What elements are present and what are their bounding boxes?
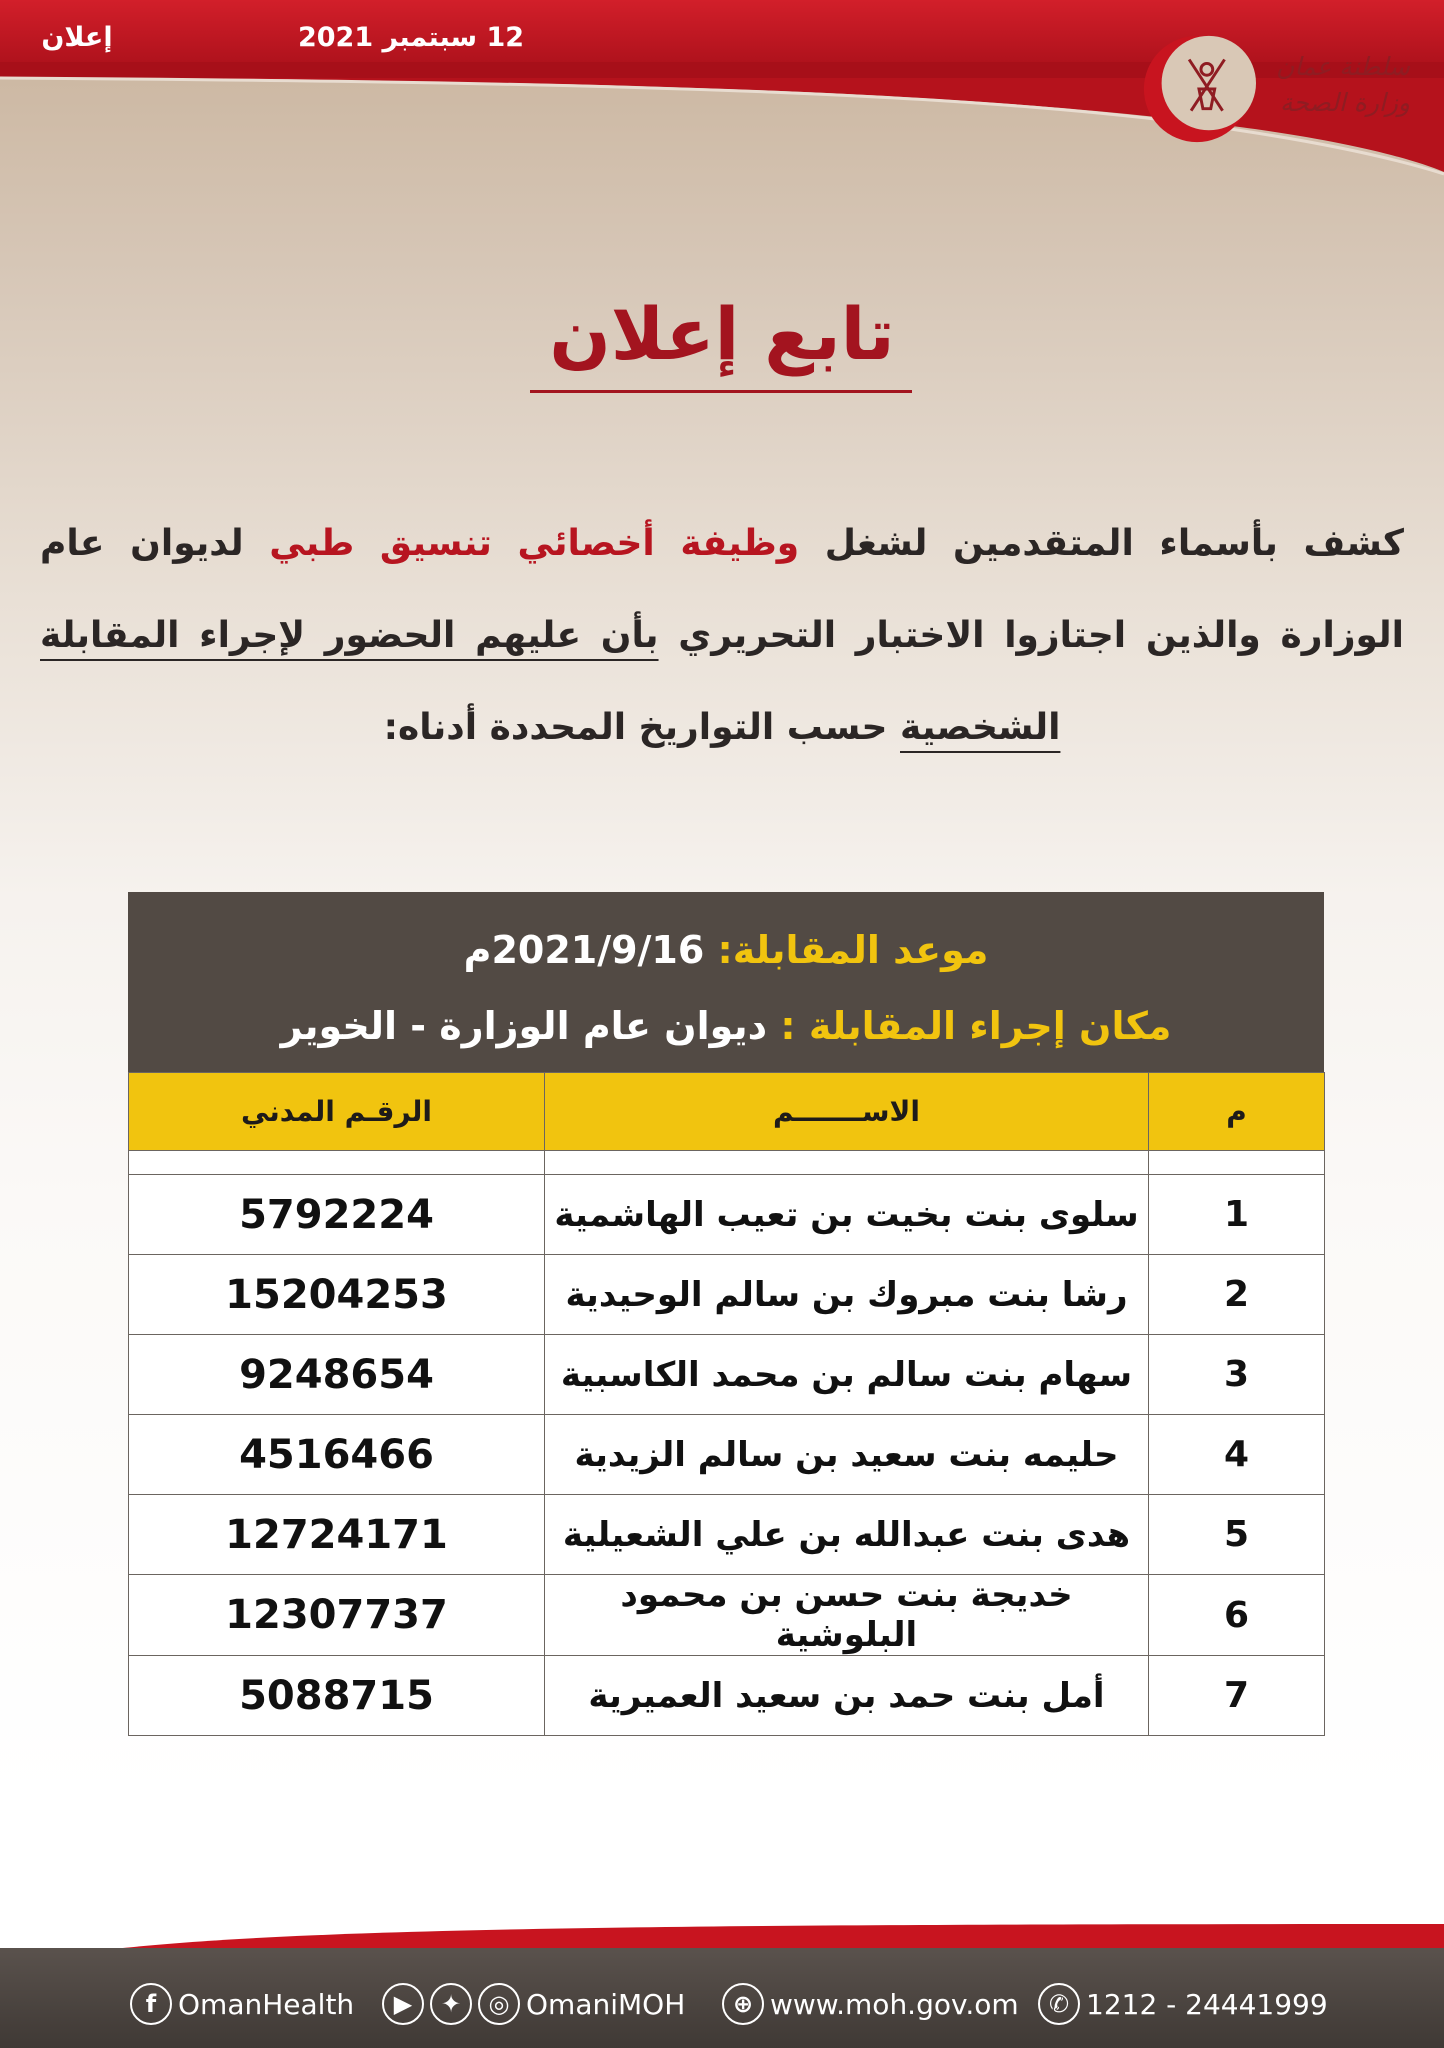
facebook-icon: f bbox=[130, 1983, 172, 2025]
civil-id-cell: 5088715 bbox=[129, 1656, 545, 1736]
interview-place-value: ديوان عام الوزارة - الخوير bbox=[280, 1004, 768, 1048]
table-row bbox=[129, 1656, 1325, 1736]
interview-date-label: موعد المقابلة: bbox=[717, 928, 989, 972]
globe-icon: ⊕ bbox=[722, 1983, 764, 2025]
civil-id-cell: 9248654 bbox=[129, 1335, 545, 1415]
row-index-cell: 1 bbox=[1149, 1175, 1325, 1255]
row-index-cell: 7 bbox=[1149, 1656, 1325, 1736]
issue-date: 12 سبتمبر 2021 bbox=[297, 22, 525, 53]
civil-id-cell: 5792224 bbox=[129, 1175, 545, 1255]
row-index-cell: 4 bbox=[1149, 1415, 1325, 1495]
table-row bbox=[129, 1495, 1325, 1575]
candidates-table bbox=[128, 1072, 1325, 1736]
footer-facebook[interactable] bbox=[130, 1982, 354, 2026]
spacer-cell bbox=[1149, 1151, 1325, 1175]
youtube-icon: ▶ bbox=[382, 1983, 424, 2025]
column-header-civil-id: الرقـم المدني bbox=[129, 1073, 545, 1151]
interview-place-line bbox=[128, 988, 1324, 1064]
civil-id-cell: 15204253 bbox=[129, 1255, 545, 1335]
spacer-cell bbox=[545, 1151, 1149, 1175]
row-index-cell: 3 bbox=[1149, 1335, 1325, 1415]
oman-emblem-icon bbox=[1138, 30, 1256, 148]
table-spacer-row bbox=[129, 1151, 1325, 1175]
interview-date-value: 2021/9/16م bbox=[463, 928, 705, 972]
title-underline bbox=[530, 390, 912, 393]
candidate-name-cell: هدى بنت عبدالله بن علي الشعيلية bbox=[545, 1495, 1149, 1575]
announcement-tag: إعلان bbox=[41, 22, 113, 53]
paragraph-part-2: لديوان عام الوزارة والذين اجتازوا الاختبار التحريري bbox=[40, 523, 1404, 656]
spacer-cell bbox=[129, 1151, 545, 1175]
candidate-name-cell: حليمه بنت سعيد بن سالم الزيدية bbox=[545, 1415, 1149, 1495]
candidates-table-body bbox=[129, 1151, 1325, 1736]
table-header-row bbox=[129, 1073, 1325, 1151]
instagram-icon: ◎ bbox=[478, 1983, 520, 2025]
table-row bbox=[129, 1175, 1325, 1255]
job-title: وظيفة أخصائي تنسيق طبي bbox=[269, 523, 800, 564]
announcement-paragraph bbox=[40, 498, 1404, 774]
candidate-name-cell: خديجة بنت حسن بن محمود البلوشية bbox=[545, 1575, 1149, 1656]
interview-place-label: مكان إجراء المقابلة : bbox=[780, 1004, 1172, 1048]
footer-social[interactable] bbox=[382, 1982, 685, 2026]
civil-id-cell: 12724171 bbox=[129, 1495, 545, 1575]
logo-text-sultanate: سلطنة عمان bbox=[1276, 52, 1410, 81]
civil-id-cell: 12307737 bbox=[129, 1575, 545, 1656]
interview-info-box bbox=[128, 892, 1324, 1072]
table-row bbox=[129, 1335, 1325, 1415]
facebook-handle: OmanHealth bbox=[178, 1987, 355, 2021]
row-index-cell: 6 bbox=[1149, 1575, 1325, 1656]
interview-instruction: بأن عليهم الحضور لإجراء المقابلة الشخصية bbox=[40, 615, 1061, 748]
candidate-name-cell: أمل بنت حمد بن سعيد العميرية bbox=[545, 1656, 1149, 1736]
table-row bbox=[129, 1255, 1325, 1335]
civil-id-cell: 4516466 bbox=[129, 1415, 545, 1495]
interview-date-line bbox=[128, 912, 1324, 988]
footer-phone[interactable] bbox=[1038, 1982, 1328, 2026]
column-header-index: م bbox=[1149, 1073, 1325, 1151]
twitter-icon: ✦ bbox=[430, 1983, 472, 2025]
logo-text-ministry: وزارة الصحة bbox=[1280, 88, 1410, 117]
phone-icon: ✆ bbox=[1038, 1983, 1080, 2025]
row-index-cell: 2 bbox=[1149, 1255, 1325, 1335]
website-url: www.moh.gov.om bbox=[770, 1987, 1019, 2021]
table-row bbox=[129, 1575, 1325, 1656]
page-title: تابع إعلان bbox=[549, 292, 895, 376]
candidate-name-cell: سهام بنت سالم بن محمد الكاسبية bbox=[545, 1335, 1149, 1415]
ministry-logo bbox=[1124, 22, 1424, 152]
row-index-cell: 5 bbox=[1149, 1495, 1325, 1575]
candidate-name-cell: رشا بنت مبروك بن سالم الوحيدية bbox=[545, 1255, 1149, 1335]
candidate-name-cell: سلوى بنت بخيت بن تعيب الهاشمية bbox=[545, 1175, 1149, 1255]
candidates-section bbox=[128, 892, 1324, 1736]
social-handle: OmaniMOH bbox=[526, 1987, 686, 2021]
column-header-name: الاســـــــم bbox=[545, 1073, 1149, 1151]
phone-number: 1212 - 24441999 bbox=[1086, 1987, 1328, 2021]
table-row bbox=[129, 1415, 1325, 1495]
paragraph-part-3: حسب التواريخ المحددة أدناه: bbox=[383, 707, 900, 748]
footer-website[interactable] bbox=[722, 1982, 1019, 2026]
paragraph-part-1: كشف بأسماء المتقدمين لشغل bbox=[799, 523, 1404, 564]
